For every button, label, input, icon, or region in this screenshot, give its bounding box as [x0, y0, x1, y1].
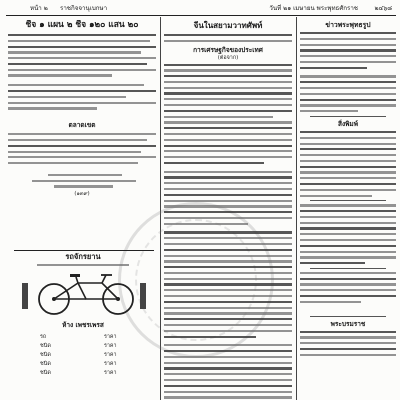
- issue-year: ๒๔๖๘: [374, 5, 392, 12]
- header-rule: [6, 15, 396, 16]
- article-note: (ต่อจาก): [217, 54, 239, 61]
- page-header: [8, 4, 394, 14]
- market-section-title: ตลาดเขต: [68, 121, 96, 130]
- list-item: ชนิด ราคา: [40, 361, 117, 368]
- ad-title: รถจักรยาน: [65, 252, 101, 261]
- publications-heading: สิ่งพิมพ์: [338, 119, 358, 128]
- column-divider-right: [296, 17, 297, 400]
- article-title: การเศรษฐกิจของประเทศ: [193, 45, 263, 54]
- price-list: [6, 333, 160, 378]
- center-column-title: จีนในสยามวาทศัพท์: [193, 20, 263, 30]
- column-divider-left: [160, 17, 161, 400]
- list-item: ชนิด ราคา: [40, 352, 117, 359]
- page-number: หน้า ๒: [30, 5, 48, 12]
- left-column: [8, 20, 156, 250]
- issue-date: วันที่ ๒๑ เมษายน พระพุทธศักราช: [269, 5, 358, 12]
- right-column-title: ข่าวพระพุทธรูป: [325, 21, 371, 29]
- masthead: ราชกิจจานุเบกษา: [60, 5, 108, 12]
- royal-section-heading: พระบรมราช: [330, 319, 366, 328]
- ad-subtitle: ห้าง เพชรเพรส: [62, 321, 104, 330]
- bicycle-illustration: [6, 269, 160, 317]
- list-item: ชนิด ราคา: [40, 343, 117, 350]
- ad-footnote: (๑๓๙): [74, 191, 90, 198]
- center-column: [164, 20, 292, 400]
- bicycle-advertisement: [6, 252, 160, 400]
- right-column: [300, 20, 396, 400]
- list-item: รถ ราคา: [40, 334, 117, 341]
- left-column-title: ชีจ ๑ แผน ๒ ชีจ ๑๒๐ แสน ๒๐: [25, 20, 139, 30]
- left-ad-rule: [14, 250, 154, 251]
- list-item: ชนิด ราคา: [40, 370, 117, 377]
